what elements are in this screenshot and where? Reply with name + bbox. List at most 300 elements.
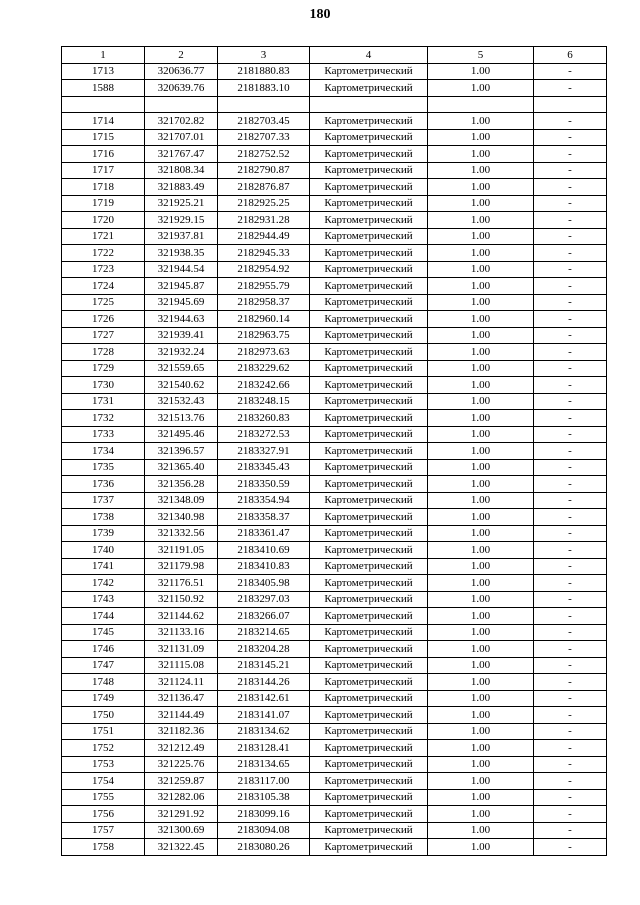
note-cell: - — [534, 822, 607, 839]
table-row — [62, 575, 607, 592]
point-number-cell: 1756 — [62, 806, 145, 823]
point-number-cell: 1737 — [62, 492, 145, 509]
point-number-cell: 1747 — [62, 657, 145, 674]
x-coordinate-cell: 321144.62 — [145, 608, 218, 625]
y-coordinate-cell: 2183142.61 — [218, 690, 310, 707]
x-coordinate-cell: 321291.92 — [145, 806, 218, 823]
point-number-cell: 1745 — [62, 624, 145, 641]
y-coordinate-cell: 2183080.26 — [218, 839, 310, 856]
point-number-cell: 1753 — [62, 756, 145, 773]
note-cell: - — [534, 575, 607, 592]
table-row — [62, 822, 607, 839]
method-cell: Картометрический — [310, 129, 428, 146]
note-cell: - — [534, 327, 607, 344]
accuracy-cell — [428, 96, 534, 113]
note-cell: - — [534, 558, 607, 575]
accuracy-cell: 1.00 — [428, 63, 534, 80]
method-cell: Картометрический — [310, 360, 428, 377]
point-number-cell: 1738 — [62, 509, 145, 526]
column-header: 3 — [218, 47, 310, 64]
point-number-cell: 1751 — [62, 723, 145, 740]
y-coordinate-cell: 2182925.25 — [218, 195, 310, 212]
accuracy-cell: 1.00 — [428, 146, 534, 163]
x-coordinate-cell: 321365.40 — [145, 459, 218, 476]
y-coordinate-cell: 2181883.10 — [218, 80, 310, 97]
accuracy-cell: 1.00 — [428, 476, 534, 493]
table-row — [62, 492, 607, 509]
accuracy-cell: 1.00 — [428, 129, 534, 146]
accuracy-cell: 1.00 — [428, 756, 534, 773]
y-coordinate-cell: 2182963.75 — [218, 327, 310, 344]
point-number-cell: 1736 — [62, 476, 145, 493]
method-cell: Картометрический — [310, 80, 428, 97]
note-cell: - — [534, 162, 607, 179]
note-cell: - — [534, 525, 607, 542]
note-cell: - — [534, 674, 607, 691]
method-cell: Картометрический — [310, 195, 428, 212]
x-coordinate-cell — [145, 96, 218, 113]
x-coordinate-cell: 321944.63 — [145, 311, 218, 328]
method-cell: Картометрический — [310, 674, 428, 691]
table-row — [62, 344, 607, 361]
y-coordinate-cell: 2182703.45 — [218, 113, 310, 130]
accuracy-cell: 1.00 — [428, 822, 534, 839]
point-number-cell: 1724 — [62, 278, 145, 295]
x-coordinate-cell: 321124.11 — [145, 674, 218, 691]
note-cell: - — [534, 63, 607, 80]
note-cell: - — [534, 756, 607, 773]
table-row — [62, 459, 607, 476]
y-coordinate-cell: 2181880.83 — [218, 63, 310, 80]
x-coordinate-cell: 321179.98 — [145, 558, 218, 575]
y-coordinate-cell: 2183229.62 — [218, 360, 310, 377]
x-coordinate-cell: 321929.15 — [145, 212, 218, 229]
method-cell: Картометрический — [310, 377, 428, 394]
note-cell: - — [534, 839, 607, 856]
note-cell: - — [534, 773, 607, 790]
note-cell: - — [534, 426, 607, 443]
y-coordinate-cell: 2183144.26 — [218, 674, 310, 691]
method-cell: Картометрический — [310, 558, 428, 575]
x-coordinate-cell: 321131.09 — [145, 641, 218, 658]
accuracy-cell: 1.00 — [428, 245, 534, 262]
point-number-cell: 1714 — [62, 113, 145, 130]
table-row — [62, 113, 607, 130]
table-row — [62, 80, 607, 97]
y-coordinate-cell: 2183099.16 — [218, 806, 310, 823]
accuracy-cell: 1.00 — [428, 377, 534, 394]
y-coordinate-cell: 2183117.00 — [218, 773, 310, 790]
y-coordinate-cell: 2183361.47 — [218, 525, 310, 542]
method-cell: Картометрический — [310, 641, 428, 658]
method-cell: Картометрический — [310, 311, 428, 328]
accuracy-cell: 1.00 — [428, 740, 534, 757]
note-cell: - — [534, 476, 607, 493]
x-coordinate-cell: 321182.36 — [145, 723, 218, 740]
x-coordinate-cell: 321191.05 — [145, 542, 218, 559]
x-coordinate-cell: 321212.49 — [145, 740, 218, 757]
point-number-cell: 1725 — [62, 294, 145, 311]
accuracy-cell: 1.00 — [428, 195, 534, 212]
x-coordinate-cell: 321937.81 — [145, 228, 218, 245]
accuracy-cell: 1.00 — [428, 261, 534, 278]
y-coordinate-cell: 2182944.49 — [218, 228, 310, 245]
table-row — [62, 723, 607, 740]
page-number: 180 — [309, 7, 331, 22]
accuracy-cell: 1.00 — [428, 426, 534, 443]
accuracy-cell: 1.00 — [428, 360, 534, 377]
point-number-cell: 1730 — [62, 377, 145, 394]
accuracy-cell: 1.00 — [428, 492, 534, 509]
point-number-cell: 1746 — [62, 641, 145, 658]
point-number-cell: 1727 — [62, 327, 145, 344]
method-cell: Картометрический — [310, 245, 428, 262]
accuracy-cell: 1.00 — [428, 723, 534, 740]
note-cell: - — [534, 360, 607, 377]
x-coordinate-cell: 321356.28 — [145, 476, 218, 493]
table-row — [62, 740, 607, 757]
x-coordinate-cell: 321332.56 — [145, 525, 218, 542]
method-cell: Картометрический — [310, 624, 428, 641]
method-cell: Картометрический — [310, 608, 428, 625]
point-number-cell: 1720 — [62, 212, 145, 229]
table-row — [62, 756, 607, 773]
method-cell: Картометрический — [310, 63, 428, 80]
x-coordinate-cell: 321259.87 — [145, 773, 218, 790]
note-cell: - — [534, 377, 607, 394]
x-coordinate-cell: 321945.87 — [145, 278, 218, 295]
accuracy-cell: 1.00 — [428, 278, 534, 295]
y-coordinate-cell: 2183141.07 — [218, 707, 310, 724]
note-cell: - — [534, 245, 607, 262]
table-row — [62, 261, 607, 278]
method-cell: Картометрический — [310, 476, 428, 493]
y-coordinate-cell: 2183266.07 — [218, 608, 310, 625]
x-coordinate-cell: 321939.41 — [145, 327, 218, 344]
accuracy-cell: 1.00 — [428, 80, 534, 97]
method-cell: Картометрический — [310, 212, 428, 229]
accuracy-cell: 1.00 — [428, 542, 534, 559]
table-row — [62, 195, 607, 212]
point-number-cell: 1758 — [62, 839, 145, 856]
x-coordinate-cell: 321300.69 — [145, 822, 218, 839]
note-cell: - — [534, 690, 607, 707]
method-cell: Картометрический — [310, 806, 428, 823]
accuracy-cell: 1.00 — [428, 624, 534, 641]
x-coordinate-cell: 321513.76 — [145, 410, 218, 427]
point-number-cell: 1743 — [62, 591, 145, 608]
method-cell: Картометрический — [310, 525, 428, 542]
accuracy-cell: 1.00 — [428, 212, 534, 229]
y-coordinate-cell: 2182973.63 — [218, 344, 310, 361]
point-number-cell — [62, 96, 145, 113]
table-row — [62, 690, 607, 707]
x-coordinate-cell: 321767.47 — [145, 146, 218, 163]
note-cell: - — [534, 80, 607, 97]
y-coordinate-cell: 2182960.14 — [218, 311, 310, 328]
note-cell: - — [534, 195, 607, 212]
point-number-cell: 1733 — [62, 426, 145, 443]
y-coordinate-cell: 2183354.94 — [218, 492, 310, 509]
note-cell: - — [534, 212, 607, 229]
accuracy-cell: 1.00 — [428, 410, 534, 427]
note-cell: - — [534, 608, 607, 625]
accuracy-cell: 1.00 — [428, 806, 534, 823]
point-number-cell: 1749 — [62, 690, 145, 707]
table-row — [62, 63, 607, 80]
table-row — [62, 624, 607, 641]
method-cell: Картометрический — [310, 113, 428, 130]
point-number-cell: 1723 — [62, 261, 145, 278]
y-coordinate-cell: 2183327.91 — [218, 443, 310, 460]
accuracy-cell: 1.00 — [428, 344, 534, 361]
table-row — [62, 509, 607, 526]
x-coordinate-cell: 320636.77 — [145, 63, 218, 80]
note-cell: - — [534, 311, 607, 328]
table-row — [62, 773, 607, 790]
accuracy-cell: 1.00 — [428, 113, 534, 130]
table-row — [62, 525, 607, 542]
note-cell: - — [534, 591, 607, 608]
x-coordinate-cell: 321883.49 — [145, 179, 218, 196]
point-number-cell: 1721 — [62, 228, 145, 245]
point-number-cell: 1715 — [62, 129, 145, 146]
note-cell: - — [534, 624, 607, 641]
x-coordinate-cell: 321707.01 — [145, 129, 218, 146]
column-header: 4 — [310, 47, 428, 64]
accuracy-cell: 1.00 — [428, 179, 534, 196]
accuracy-cell: 1.00 — [428, 525, 534, 542]
table-row — [62, 789, 607, 806]
table-row — [62, 608, 607, 625]
note-cell: - — [534, 344, 607, 361]
table-row — [62, 641, 607, 658]
table-row — [62, 674, 607, 691]
table-row — [62, 591, 607, 608]
accuracy-cell: 1.00 — [428, 509, 534, 526]
table-row — [62, 393, 607, 410]
accuracy-cell: 1.00 — [428, 657, 534, 674]
method-cell: Картометрический — [310, 327, 428, 344]
table-row — [62, 278, 607, 295]
method-cell: Картометрический — [310, 492, 428, 509]
table-body — [62, 63, 607, 855]
y-coordinate-cell: 2183260.83 — [218, 410, 310, 427]
table-row — [62, 327, 607, 344]
y-coordinate-cell: 2183410.83 — [218, 558, 310, 575]
point-number-cell: 1740 — [62, 542, 145, 559]
accuracy-cell: 1.00 — [428, 393, 534, 410]
note-cell: - — [534, 146, 607, 163]
table-row — [62, 542, 607, 559]
note-cell: - — [534, 179, 607, 196]
accuracy-cell: 1.00 — [428, 608, 534, 625]
point-number-cell: 1729 — [62, 360, 145, 377]
column-header: 2 — [145, 47, 218, 64]
point-number-cell: 1744 — [62, 608, 145, 625]
method-cell: Картометрический — [310, 822, 428, 839]
x-coordinate-cell: 321925.21 — [145, 195, 218, 212]
point-number-cell: 1754 — [62, 773, 145, 790]
accuracy-cell: 1.00 — [428, 773, 534, 790]
note-cell: - — [534, 228, 607, 245]
point-number-cell: 1719 — [62, 195, 145, 212]
y-coordinate-cell: 2183297.03 — [218, 591, 310, 608]
point-number-cell: 1717 — [62, 162, 145, 179]
x-coordinate-cell: 321938.35 — [145, 245, 218, 262]
method-cell: Картометрический — [310, 773, 428, 790]
note-cell: - — [534, 129, 607, 146]
table-row — [62, 839, 607, 856]
column-header: 6 — [534, 47, 607, 64]
table-row — [62, 228, 607, 245]
method-cell: Картометрический — [310, 146, 428, 163]
method-cell: Картометрический — [310, 707, 428, 724]
x-coordinate-cell: 321340.98 — [145, 509, 218, 526]
table-row — [62, 96, 607, 113]
accuracy-cell: 1.00 — [428, 558, 534, 575]
point-number-cell: 1748 — [62, 674, 145, 691]
column-header: 5 — [428, 47, 534, 64]
method-cell: Картометрический — [310, 410, 428, 427]
note-cell: - — [534, 113, 607, 130]
table-row — [62, 294, 607, 311]
point-number-cell: 1755 — [62, 789, 145, 806]
x-coordinate-cell: 321348.09 — [145, 492, 218, 509]
note-cell: - — [534, 492, 607, 509]
table-row — [62, 377, 607, 394]
method-cell: Картометрический — [310, 294, 428, 311]
y-coordinate-cell: 2183128.41 — [218, 740, 310, 757]
table-row — [62, 657, 607, 674]
x-coordinate-cell: 321396.57 — [145, 443, 218, 460]
x-coordinate-cell: 321540.62 — [145, 377, 218, 394]
note-cell: - — [534, 294, 607, 311]
note-cell: - — [534, 789, 607, 806]
x-coordinate-cell: 321702.82 — [145, 113, 218, 130]
method-cell: Картометрический — [310, 690, 428, 707]
accuracy-cell: 1.00 — [428, 459, 534, 476]
accuracy-cell: 1.00 — [428, 690, 534, 707]
y-coordinate-cell: 2183405.98 — [218, 575, 310, 592]
note-cell: - — [534, 641, 607, 658]
point-number-cell: 1731 — [62, 393, 145, 410]
y-coordinate-cell: 2182707.33 — [218, 129, 310, 146]
method-cell: Картометрический — [310, 162, 428, 179]
method-cell: Картометрический — [310, 459, 428, 476]
point-number-cell: 1757 — [62, 822, 145, 839]
table-row — [62, 806, 607, 823]
x-coordinate-cell: 321225.76 — [145, 756, 218, 773]
table-row — [62, 146, 607, 163]
method-cell: Картометрический — [310, 228, 428, 245]
y-coordinate-cell: 2183248.15 — [218, 393, 310, 410]
column-header: 1 — [62, 47, 145, 64]
x-coordinate-cell: 321932.24 — [145, 344, 218, 361]
x-coordinate-cell: 321133.16 — [145, 624, 218, 641]
x-coordinate-cell: 321495.46 — [145, 426, 218, 443]
y-coordinate-cell — [218, 96, 310, 113]
table-row — [62, 245, 607, 262]
y-coordinate-cell: 2182876.87 — [218, 179, 310, 196]
method-cell: Картометрический — [310, 393, 428, 410]
note-cell: - — [534, 393, 607, 410]
y-coordinate-cell: 2183145.21 — [218, 657, 310, 674]
table-row — [62, 476, 607, 493]
y-coordinate-cell: 2183105.38 — [218, 789, 310, 806]
accuracy-cell: 1.00 — [428, 162, 534, 179]
y-coordinate-cell: 2183204.28 — [218, 641, 310, 658]
x-coordinate-cell: 321944.54 — [145, 261, 218, 278]
point-number-cell: 1713 — [62, 63, 145, 80]
header-row — [62, 47, 607, 64]
point-number-cell: 1726 — [62, 311, 145, 328]
y-coordinate-cell: 2183350.59 — [218, 476, 310, 493]
table-row — [62, 129, 607, 146]
table-header — [62, 47, 607, 64]
note-cell: - — [534, 806, 607, 823]
table-row — [62, 410, 607, 427]
method-cell: Картометрический — [310, 278, 428, 295]
accuracy-cell: 1.00 — [428, 228, 534, 245]
method-cell: Картометрический — [310, 542, 428, 559]
table-row — [62, 443, 607, 460]
point-number-cell: 1722 — [62, 245, 145, 262]
x-coordinate-cell: 321808.34 — [145, 162, 218, 179]
x-coordinate-cell: 321282.06 — [145, 789, 218, 806]
y-coordinate-cell: 2183094.08 — [218, 822, 310, 839]
x-coordinate-cell: 321144.49 — [145, 707, 218, 724]
method-cell: Картометрический — [310, 657, 428, 674]
accuracy-cell: 1.00 — [428, 641, 534, 658]
point-number-cell: 1732 — [62, 410, 145, 427]
note-cell: - — [534, 278, 607, 295]
table-row — [62, 558, 607, 575]
method-cell: Картометрический — [310, 509, 428, 526]
table-row — [62, 162, 607, 179]
note-cell: - — [534, 723, 607, 740]
point-number-cell: 1741 — [62, 558, 145, 575]
method-cell: Картометрический — [310, 723, 428, 740]
accuracy-cell: 1.00 — [428, 311, 534, 328]
x-coordinate-cell: 321559.65 — [145, 360, 218, 377]
point-number-cell: 1750 — [62, 707, 145, 724]
method-cell: Картометрический — [310, 740, 428, 757]
x-coordinate-cell: 321945.69 — [145, 294, 218, 311]
method-cell: Картометрический — [310, 756, 428, 773]
note-cell: - — [534, 707, 607, 724]
x-coordinate-cell: 321115.08 — [145, 657, 218, 674]
y-coordinate-cell: 2182931.28 — [218, 212, 310, 229]
accuracy-cell: 1.00 — [428, 294, 534, 311]
point-number-cell: 1752 — [62, 740, 145, 757]
accuracy-cell: 1.00 — [428, 443, 534, 460]
method-cell — [310, 96, 428, 113]
y-coordinate-cell: 2183410.69 — [218, 542, 310, 559]
coordinates-table — [61, 46, 607, 856]
accuracy-cell: 1.00 — [428, 674, 534, 691]
note-cell — [534, 96, 607, 113]
method-cell: Картометрический — [310, 575, 428, 592]
method-cell: Картометрический — [310, 261, 428, 278]
y-coordinate-cell: 2182954.92 — [218, 261, 310, 278]
table-row — [62, 179, 607, 196]
point-number-cell: 1734 — [62, 443, 145, 460]
y-coordinate-cell: 2183214.65 — [218, 624, 310, 641]
point-number-cell: 1718 — [62, 179, 145, 196]
note-cell: - — [534, 509, 607, 526]
accuracy-cell: 1.00 — [428, 575, 534, 592]
